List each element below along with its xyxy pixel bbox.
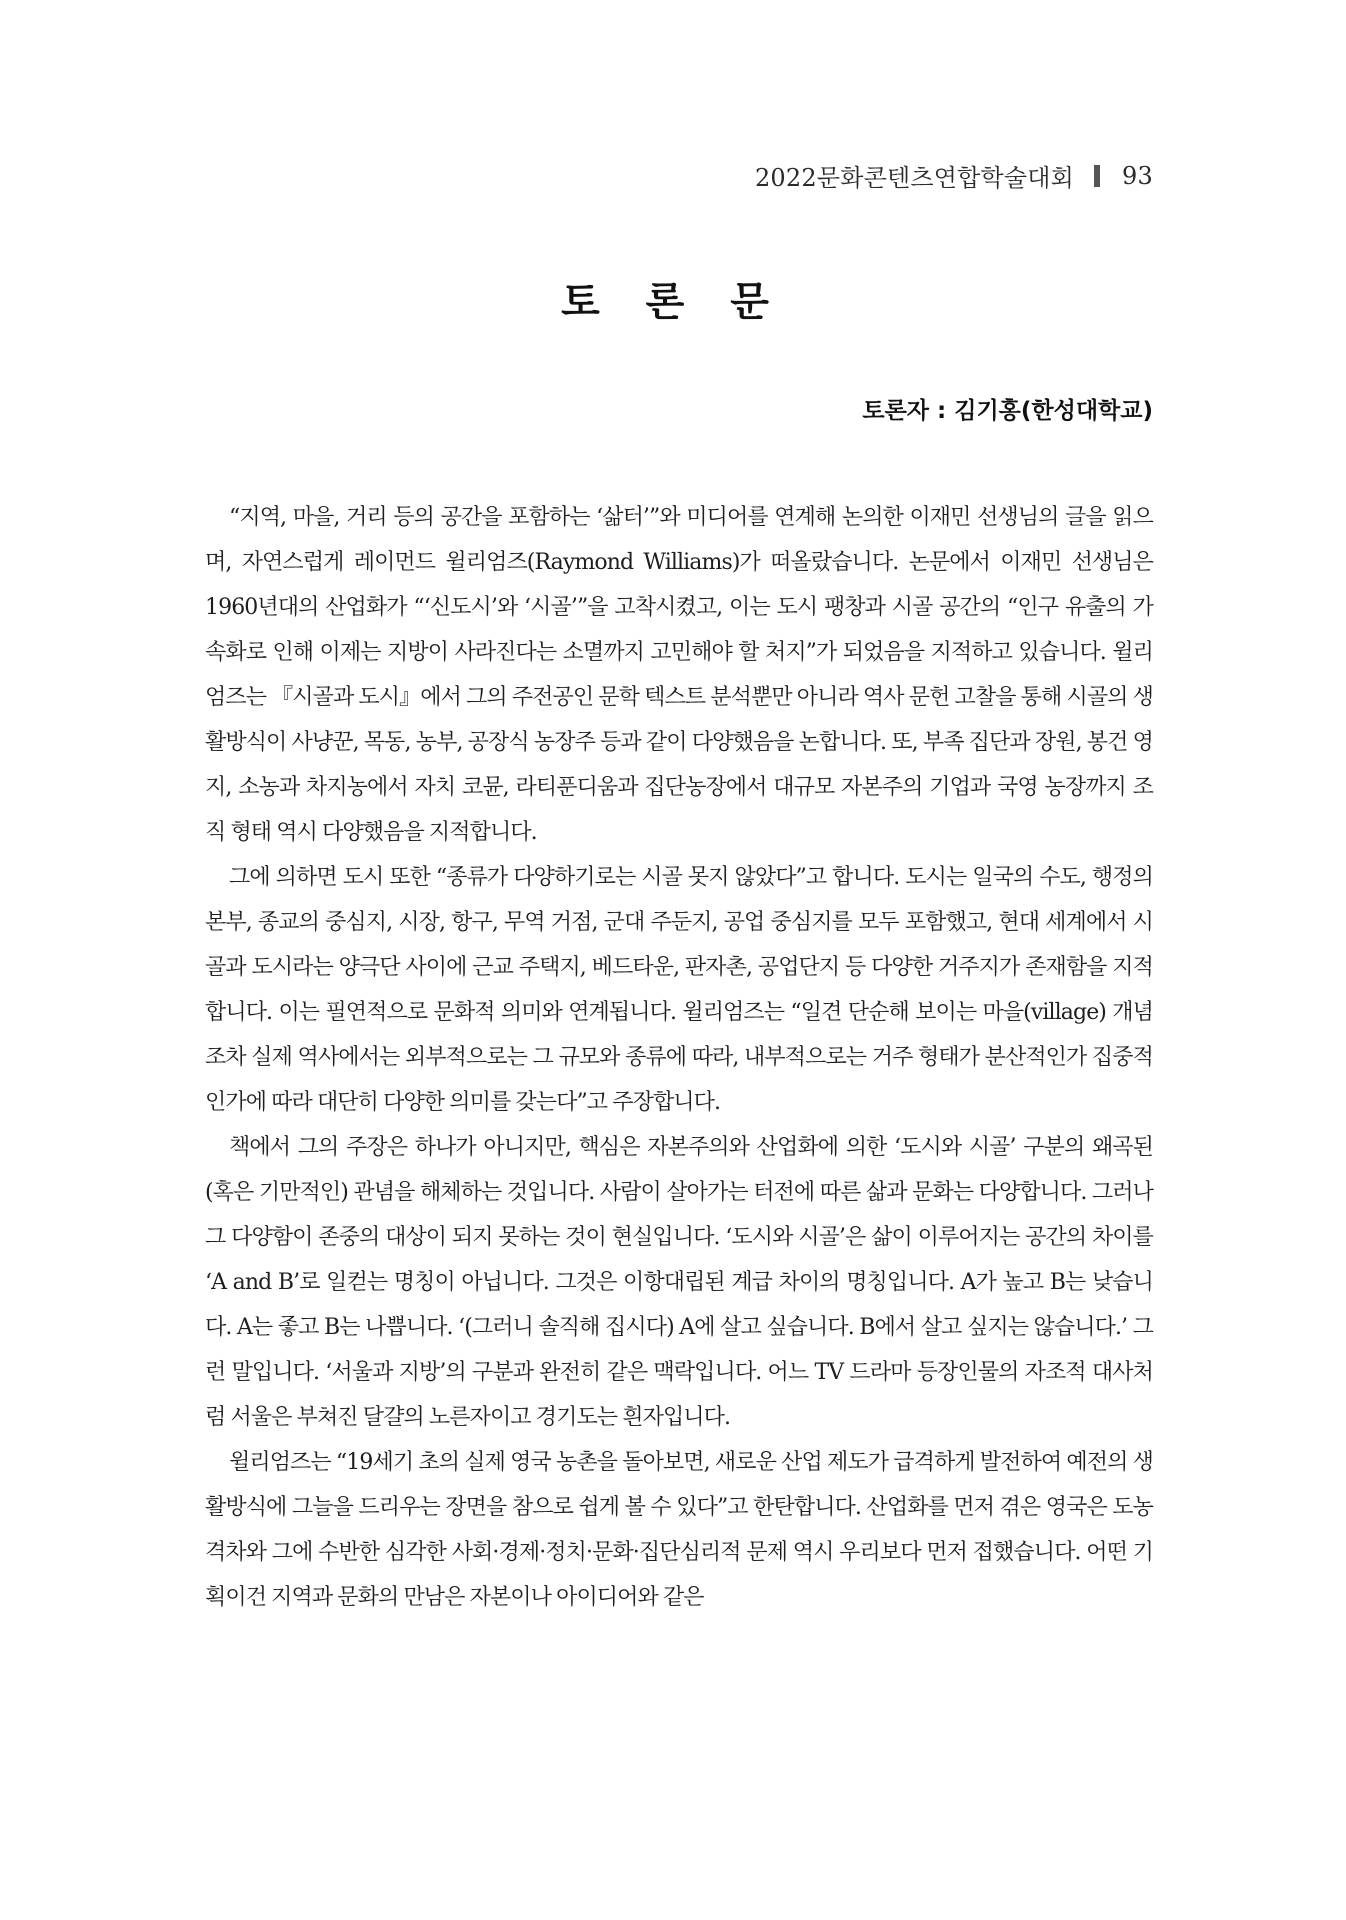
paragraph-4: 윌리엄즈는 “19세기 초의 실제 영국 농촌을 돌아보면, 새로운 산업 제도가 급격하게 발전하여 예전의 생활방식에 그늘을 드리우는 장면을 참으로 쉽게 볼 수 있다”고 한탄합니다. 산업화를 먼저 겪은 영국은 도농격차와 그에 수반한 심각한 사회·경제·정치·문화·집단심리적 문제 역시 우리보다 먼저 접했습니다. 어떤 기획이건 지역과 문화의 만남은 자본이나 아이디어와 같은: [205, 1450, 1153, 1610]
conference-name: 2022문화콘텐츠연합학술대회: [754, 164, 1075, 192]
body-text: [205, 495, 1153, 1620]
paragraph-1: “지역, 마을, 거리 등의 공간을 포함하는 ‘삶터’”와 미디어를 연계해 논의한 이재민 선생님의 글을 읽으며, 자연스럽게 레이먼드 윌리엄즈(Raymond Williams)가 떠올랐습니다. 논문에서 이재민 선생님은 1960년대의 산업화가 “‘신도시’와 ‘시골’”을 고착시켰고, 이는 도시 팽창과 시골 공간의 “인구 유출의 가속화로 인해 이제는 지방이 사라진다는 소멸까지 고민해야 할 처지”가 되었음을 지적하고 있습니다. 윌리엄즈는 『시골과 도시』에서 그의 주전공인 문학 텍스트 분석뿐만 아니라 역사 문헌 고찰을 통해 시골의 생활방식이 사냥꾼, 목동, 농부, 공장식 농장주 등과 같이 다양했음을 논합니다. 또, 부족 집단과 장원, 봉건 영지, 소농과 차지농에서 자치 코뮨, 라티푼디움과 집단농장에서 대규모 자본주의 기업과 국영 농장까지 조직 형태 역시 다양했음을 지적합니다.: [205, 505, 1153, 845]
paragraph-3: 책에서 그의 주장은 하나가 아니지만, 핵심은 자본주의와 산업화에 의한 ‘도시와 시골’ 구분의 왜곡된 (혹은 기만적인) 관념을 해체하는 것입니다. 사람이 살아가는 터전에 따른 삶과 문화는 다양합니다. 그러나 그 다양함이 존중의 대상이 되지 못하는 것이 현실입니다. ‘도시와 시골’은 삶이 이루어지는 공간의 차이를 ‘A and B’로 일컫는 명칭이 아닙니다. 그것은 이항대립된 계급 차이의 명칭입니다. A가 높고 B는 낮습니다. A는 좋고 B는 나쁩니다. ‘(그러니 솔직해 집시다) A에 살고 싶습니다. B에서 살고 싶지는 않습니다.’ 그런 말입니다. ‘서울과 지방’의 구분과 완전히 같은 맥락입니다. 어느 TV 드라마 등장인물의 자조적 대사처럼 서울은 부쳐진 달걀의 노른자이고 경기도는 흰자입니다.: [205, 1135, 1153, 1430]
header-separator: [1094, 165, 1100, 187]
page-title: 토 론 문: [561, 279, 785, 325]
discussant-line: 토론자 : 김기홍(한성대학교): [862, 398, 1153, 424]
page-number: 93: [1122, 161, 1153, 190]
paragraph-2: 그에 의하면 도시 또한 “종류가 다양하기로는 시골 못지 않았다”고 합니다. 도시는 일국의 수도, 행정의 본부, 종교의 중심지, 시장, 항구, 무역 거점, 군대 주둔지, 공업 중심지를 모두 포함했고, 현대 세계에서 시골과 도시라는 양극단 사이에 근교 주택지, 베드타운, 판자촌, 공업단지 등 다양한 거주지가 존재함을 지적합니다. 이는 필연적으로 문화적 의미와 연계됩니다. 윌리엄즈는 “일견 단순해 보이는 마을(village) 개념조차 실제 역사에서는 외부적으로는 그 규모와 종류에 따라, 내부적으로는 거주 형태가 분산적인가 집중적인가에 따라 대단히 다양한 의미를 갖는다”고 주장합니다.: [205, 865, 1153, 1115]
running-header: [755, 158, 1153, 193]
